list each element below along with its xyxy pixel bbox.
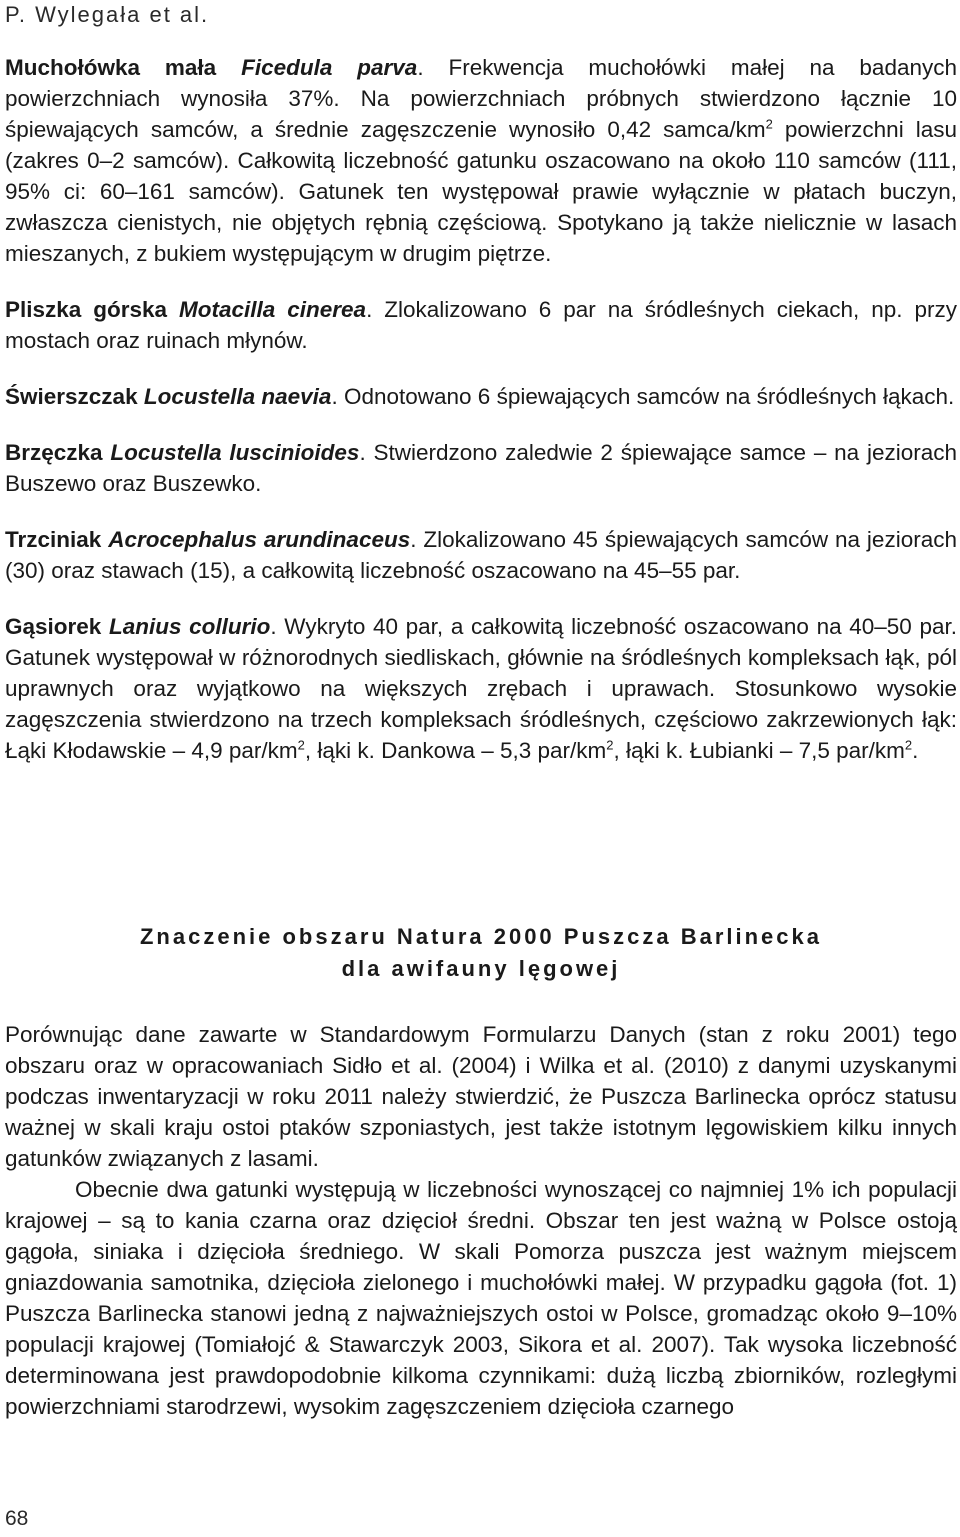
section-body xyxy=(5,1019,957,1422)
species-description-cont: , łąki k. Dankowa – 5,3 par/km xyxy=(304,738,607,763)
species-latin-name: Lanius collurio xyxy=(108,614,271,639)
species-latin-name: Motacilla cinerea xyxy=(179,297,367,322)
species-description-cont: , łąki k. Łubianki – 7,5 par/km xyxy=(613,738,905,763)
species-latin-name: Ficedula parva xyxy=(241,55,418,80)
species-description: . Odnotowano 6 śpiewających samców na śródleśnych łąkach. xyxy=(331,384,955,409)
section-heading-line-1: Znaczenie obszaru Natura 2000 Puszcza Barlinecka xyxy=(139,924,822,949)
species-description: . Zlokalizowano 6 par na śródleśnych ciekach, np. przy mostach oraz ruinach młynów. xyxy=(5,297,957,353)
species-entry xyxy=(5,381,957,412)
species-latin-name: Locustella luscinioides xyxy=(110,440,360,465)
section-heading-line-2: dla awifauny lęgowej xyxy=(341,956,621,981)
superscript: 2 xyxy=(765,116,773,132)
species-latin-name: Acrocephalus arundinaceus xyxy=(108,527,411,552)
species-common-name: Świerszczak xyxy=(5,384,138,409)
section-heading xyxy=(5,921,957,985)
page-number: 68 xyxy=(5,1507,29,1530)
species-description: . Stwierdzono zaledwie 2 śpiewające samce – na jeziorach Buszewo oraz Buszewko. xyxy=(5,440,957,496)
species-entry xyxy=(5,437,957,499)
species-common-name: Muchołówka mała xyxy=(5,55,217,80)
species-description-end: . xyxy=(912,738,919,763)
species-description: . Frekwencja muchołówki małej na badanych powierzchniach wynosiła 37%. Na powierzchniach próbnych stwierdzono łącznie 10 śpiewających samców, a średnie zagęszczenie wynosiło 0,42 samca/km xyxy=(5,55,958,142)
species-entry xyxy=(5,611,957,766)
superscript: 2 xyxy=(606,737,614,753)
superscript: 2 xyxy=(297,737,305,753)
species-latin-name: Locustella naevia xyxy=(143,384,332,409)
species-common-name: Gąsiorek xyxy=(5,614,102,639)
running-header: P. Wylegała et al. xyxy=(5,2,210,27)
species-entry xyxy=(5,52,957,269)
body-paragraph-2: Obecnie dwa gatunki występują w liczebności wynoszącej co najmniej 1% ich populacji krajowej – są to kania czarna oraz dzięcioł średni. Obszar ten jest ważną w Polsce ostoją gągoła, siniaka i dzięcioła średniego. W skali Pomorza puszcza jest ważnym miejscem gniazdowania samotnika, dzięcioła zielonego i muchołówki małej. W przypadku gągoła (fot. 1) Puszcza Barlinecka stanowi jedną z najważniejszych ostoi w Polsce, gromadząc około 9–10% populacji krajowej (Tomiałojć & Stawarczyk 2003, Sikora et al. 2007). Tak wysoka liczebność determinowana jest prawdopodobnie kilkoma czynnikami: dużą liczbą zbiorników, rozległymi powierzchniami starodrzewi, wysokim zagęszczeniem dzięcioła czarnego xyxy=(5,1177,957,1419)
species-accounts xyxy=(5,52,957,791)
species-description: . Wykryto 40 par, a całkowitą liczebność oszacowano na 40–50 par. Gatunek występował w różnorodnych siedliskach, głównie na śródleśnych kompleksach łąk, pól uprawnych oraz wyjątkowo na większych zrębach i uprawach. Stosunkowo wysokie zagęszczenia stwierdzono na trzech kompleksach śródleśnych, częściowo zakrzewionych łąk: Łąki Kłodawskie – 4,9 par/km xyxy=(5,614,957,763)
species-common-name: Pliszka górska xyxy=(5,297,168,322)
species-common-name: Trzciniak xyxy=(5,527,102,552)
body-paragraph-1: Porównując dane zawarte w Standardowym Formularzu Danych (stan z roku 2001) tego obszaru oraz w opracowaniach Sidło et al. (2004) i Wilka et al. (2010) z danymi uzyskanymi podczas inwentaryzacji w roku 2011 należy stwierdzić, że Puszcza Barlinecka oprócz statusu ważnej w skali kraju ostoi ptaków szponiastych, jest także istotnym lęgowiskiem kilku innych gatunków związanych z lasami. xyxy=(5,1022,957,1171)
species-description-cont: powierzchni lasu (zakres 0–2 samców). Całkowitą liczebność gatunku oszacowano na około 110 samców (111, 95% ci: 60–161 samców). Gatunek ten występował prawie wyłącznie w płatach buczyn, zwłaszcza cienistych, nie objętych rębnią częściową. Spotykano ją także nielicznie w lasach mieszanych, z bukiem występującym w drugim piętrze. xyxy=(5,117,957,266)
species-description: . Zlokalizowano 45 śpiewających samców na jeziorach (30) oraz stawach (15), a całkowitą liczebność oszacowano na 45–55 par. xyxy=(5,527,957,583)
species-common-name: Brzęczka xyxy=(5,440,103,465)
species-entry xyxy=(5,524,957,586)
species-entry xyxy=(5,294,957,356)
superscript: 2 xyxy=(904,737,913,753)
document-page xyxy=(5,0,957,1537)
